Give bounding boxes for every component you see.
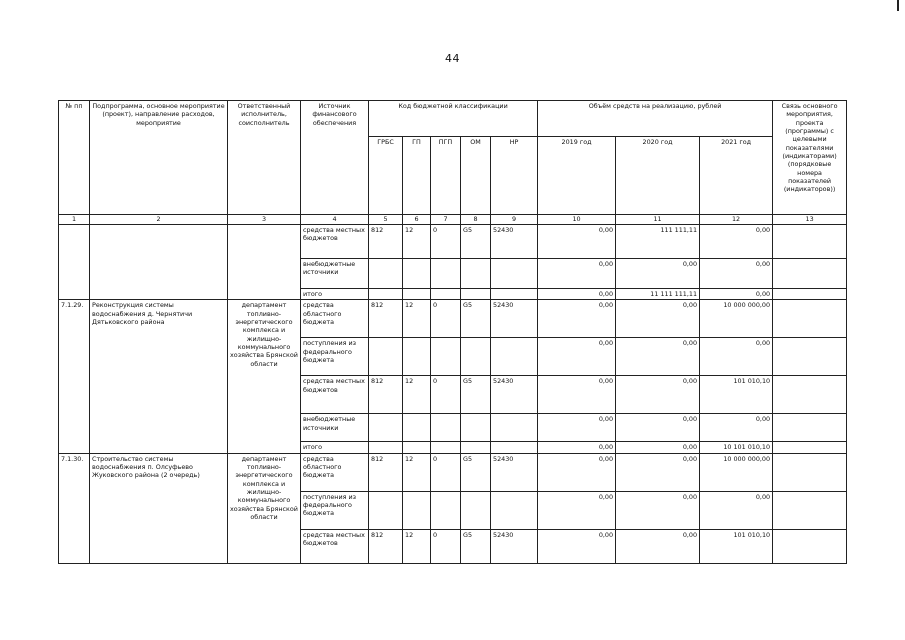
nr-cell <box>491 259 538 289</box>
gp-cell: 12 <box>403 453 431 491</box>
amount-2021-cell: 10 101 010,10 <box>700 442 773 453</box>
indicator-link-cell <box>773 376 847 414</box>
header-code-nr: НР <box>491 137 538 215</box>
amount-2019-cell: 0,00 <box>538 491 616 529</box>
om-cell <box>461 338 491 376</box>
nr-cell: 52430 <box>491 453 538 491</box>
indicator-link-cell <box>773 453 847 491</box>
nr-cell: 52430 <box>491 300 538 338</box>
pgp-cell: 0 <box>431 225 461 259</box>
table-row <box>59 300 847 338</box>
gp-cell <box>403 414 431 442</box>
header-code-om: ОМ <box>461 137 491 215</box>
amount-2020-cell: 0,00 <box>616 259 700 289</box>
amount-2020-cell: 0,00 <box>616 300 700 338</box>
amount-2021-cell: 10 000 000,00 <box>700 300 773 338</box>
om-cell: G5 <box>461 529 491 563</box>
measure-block-continued <box>59 225 847 300</box>
amount-2020-cell: 111 111,11 <box>616 225 700 259</box>
column-number: 9 <box>491 215 538 225</box>
column-number: 8 <box>461 215 491 225</box>
amount-2020-cell: 0,00 <box>616 453 700 491</box>
indicator-link-cell <box>773 259 847 289</box>
amount-2021-cell: 0,00 <box>700 289 773 300</box>
funding-source: средства местных бюджетов <box>301 529 369 563</box>
column-number: 12 <box>700 215 773 225</box>
measure-number: 7.1.29. <box>59 300 90 453</box>
amount-2019-cell: 0,00 <box>538 259 616 289</box>
responsible-executor: департамент топливно-энергетического комплекса и жилищно-коммунального хозяйства Брянской области <box>228 300 301 453</box>
pgp-cell <box>431 414 461 442</box>
gp-cell <box>403 442 431 453</box>
amount-2019-cell: 0,00 <box>538 529 616 563</box>
gp-cell <box>403 491 431 529</box>
pgp-cell: 0 <box>431 453 461 491</box>
indicator-link-cell <box>773 289 847 300</box>
amount-2019-cell: 0,00 <box>538 453 616 491</box>
corner-mark <box>897 0 899 11</box>
grbs-cell: 812 <box>369 453 403 491</box>
grbs-cell: 812 <box>369 225 403 259</box>
amount-2019-cell: 0,00 <box>538 300 616 338</box>
amount-2019-cell: 0,00 <box>538 289 616 300</box>
column-number: 10 <box>538 215 616 225</box>
header-program: Подпрограмма, основное мероприятие (проект), направление расходов, мероприятие <box>90 101 228 215</box>
pgp-cell <box>431 442 461 453</box>
measure-title: Строительство системы водоснабжения п. Олсуфьево Жуковского района (2 очередь) <box>90 453 228 563</box>
column-number: 6 <box>403 215 431 225</box>
column-number: 3 <box>228 215 301 225</box>
indicator-link-cell <box>773 225 847 259</box>
pgp-cell <box>431 491 461 529</box>
column-number: 2 <box>90 215 228 225</box>
table-header <box>59 101 847 215</box>
amount-2021-cell: 0,00 <box>700 225 773 259</box>
om-cell <box>461 289 491 300</box>
gp-cell: 12 <box>403 225 431 259</box>
om-cell: G5 <box>461 453 491 491</box>
header-budget-code: Код бюджетной классификации <box>369 101 538 137</box>
column-number: 7 <box>431 215 461 225</box>
header-year-2019: 2019 год <box>538 137 616 215</box>
amount-2021-cell: 101 010,10 <box>700 529 773 563</box>
measure-block-7-1-30 <box>59 453 847 563</box>
amount-2019-cell: 0,00 <box>538 442 616 453</box>
column-number-row <box>59 215 847 225</box>
table-row <box>59 453 847 491</box>
pgp-cell: 0 <box>431 529 461 563</box>
column-number: 5 <box>369 215 403 225</box>
funding-source: поступления из федерального бюджета <box>301 338 369 376</box>
amount-2021-cell: 101 010,10 <box>700 376 773 414</box>
header-link: Связь основного мероприятия, проекта (программы) с целевыми показателями (индикаторами) (порядковые номера показателей (индикаторов)) <box>773 101 847 215</box>
nr-cell: 52430 <box>491 529 538 563</box>
grbs-cell <box>369 442 403 453</box>
amount-2020-cell: 0,00 <box>616 442 700 453</box>
pgp-cell <box>431 338 461 376</box>
gp-cell: 12 <box>403 300 431 338</box>
amount-2020-cell: 0,00 <box>616 376 700 414</box>
amount-2020-cell: 0,00 <box>616 414 700 442</box>
grbs-cell <box>369 289 403 300</box>
indicator-link-cell <box>773 529 847 563</box>
funding-source: средства областного бюджета <box>301 453 369 491</box>
nr-cell <box>491 414 538 442</box>
amount-2019-cell: 0,00 <box>538 225 616 259</box>
header-code-gp: ГП <box>403 137 431 215</box>
amount-2021-cell: 0,00 <box>700 338 773 376</box>
amount-2020-cell: 0,00 <box>616 338 700 376</box>
grbs-cell <box>369 338 403 376</box>
header-num: № пп <box>59 101 90 215</box>
header-code-grbs: ГРБС <box>369 137 403 215</box>
pgp-cell: 0 <box>431 300 461 338</box>
measure-number: 7.1.30. <box>59 453 90 563</box>
om-cell: G5 <box>461 376 491 414</box>
column-number: 13 <box>773 215 847 225</box>
nr-cell: 52430 <box>491 376 538 414</box>
nr-cell <box>491 442 538 453</box>
funding-source: итого <box>301 289 369 300</box>
indicator-link-cell <box>773 414 847 442</box>
measure-number <box>59 225 90 300</box>
budget-table <box>58 100 847 564</box>
grbs-cell: 812 <box>369 529 403 563</box>
funding-source: средства местных бюджетов <box>301 376 369 414</box>
header-responsible: Ответственный исполнитель, соисполнитель <box>228 101 301 215</box>
amount-2020-cell: 0,00 <box>616 491 700 529</box>
indicator-link-cell <box>773 300 847 338</box>
gp-cell <box>403 289 431 300</box>
amount-2019-cell: 0,00 <box>538 338 616 376</box>
grbs-cell: 812 <box>369 376 403 414</box>
header-volume: Объём средств на реализацию, рублей <box>538 101 773 137</box>
header-year-2021: 2021 год <box>700 137 773 215</box>
grbs-cell <box>369 414 403 442</box>
amount-2021-cell: 10 000 000,00 <box>700 453 773 491</box>
om-cell <box>461 414 491 442</box>
column-number: 1 <box>59 215 90 225</box>
amount-2019-cell: 0,00 <box>538 376 616 414</box>
grbs-cell: 812 <box>369 300 403 338</box>
funding-source: средства областного бюджета <box>301 300 369 338</box>
indicator-link-cell <box>773 338 847 376</box>
gp-cell <box>403 338 431 376</box>
pgp-cell <box>431 259 461 289</box>
column-number: 4 <box>301 215 369 225</box>
om-cell: G5 <box>461 225 491 259</box>
measure-block-7-1-29 <box>59 300 847 453</box>
amount-2021-cell: 0,00 <box>700 414 773 442</box>
funding-source: поступления из федерального бюджета <box>301 491 369 529</box>
measure-title: Реконструкция системы водоснабжения д. Чернятичи Дятьковского района <box>90 300 228 453</box>
table-body <box>59 215 847 225</box>
amount-2021-cell: 0,00 <box>700 259 773 289</box>
gp-cell: 12 <box>403 529 431 563</box>
funding-source: внебюджетные источники <box>301 259 369 289</box>
indicator-link-cell <box>773 491 847 529</box>
header-year-2020: 2020 год <box>616 137 700 215</box>
funding-source: средства местных бюджетов <box>301 225 369 259</box>
nr-cell <box>491 289 538 300</box>
amount-2020-cell: 11 111 111,11 <box>616 289 700 300</box>
om-cell: G5 <box>461 300 491 338</box>
amount-2021-cell: 0,00 <box>700 491 773 529</box>
funding-source: внебюджетные источники <box>301 414 369 442</box>
table-row <box>59 225 847 259</box>
gp-cell <box>403 259 431 289</box>
header-source: Источник финансового обеспечения <box>301 101 369 215</box>
om-cell <box>461 491 491 529</box>
measure-title <box>90 225 228 300</box>
pgp-cell <box>431 289 461 300</box>
indicator-link-cell <box>773 442 847 453</box>
funding-source: итого <box>301 442 369 453</box>
page-number: 44 <box>445 52 460 65</box>
amount-2020-cell: 0,00 <box>616 529 700 563</box>
grbs-cell <box>369 491 403 529</box>
om-cell <box>461 442 491 453</box>
nr-cell: 52430 <box>491 225 538 259</box>
header-code-pgp: ПГП <box>431 137 461 215</box>
nr-cell <box>491 338 538 376</box>
gp-cell: 12 <box>403 376 431 414</box>
responsible-executor <box>228 225 301 300</box>
nr-cell <box>491 491 538 529</box>
om-cell <box>461 259 491 289</box>
grbs-cell <box>369 259 403 289</box>
amount-2019-cell: 0,00 <box>538 414 616 442</box>
pgp-cell: 0 <box>431 376 461 414</box>
column-number: 11 <box>616 215 700 225</box>
responsible-executor: департамент топливно-энергетического комплекса и жилищно-коммунального хозяйства Брянской области <box>228 453 301 563</box>
